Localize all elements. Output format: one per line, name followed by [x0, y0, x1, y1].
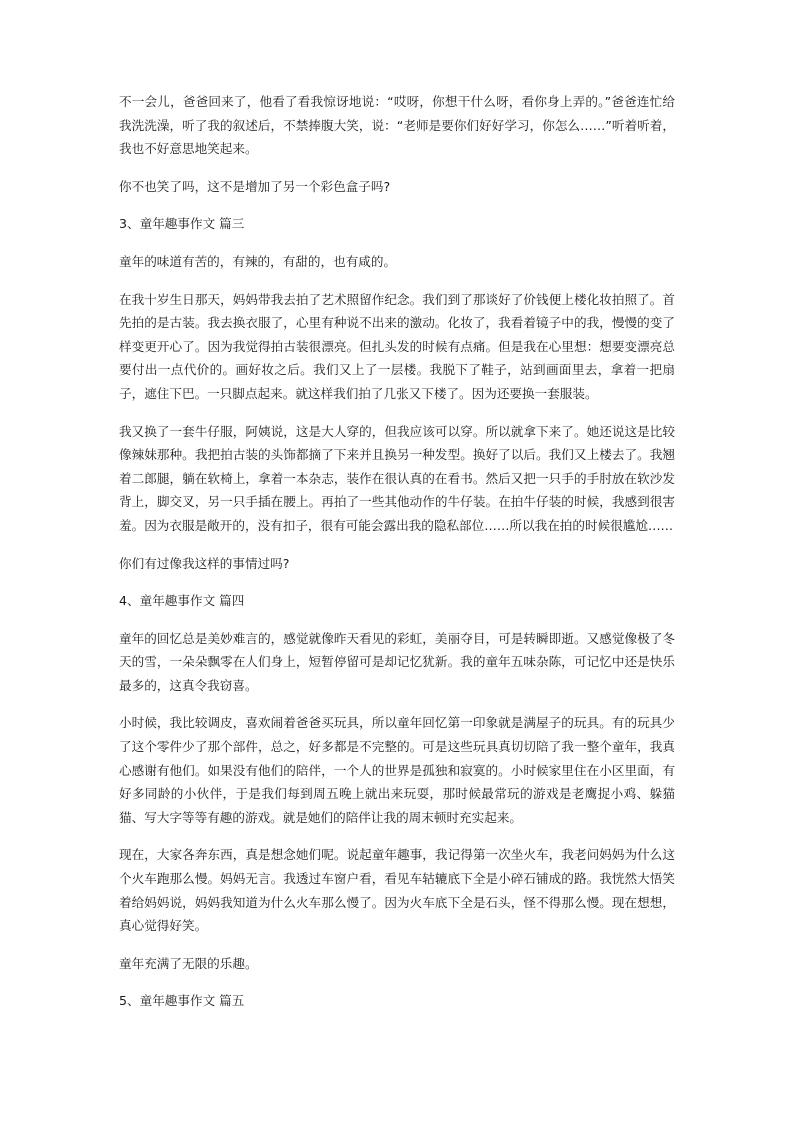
- paragraph: 童年的回忆总是美妙难言的，感觉就像昨天看见的彩虹，美丽夺目，可是转瞬即逝。又感觉像极了冬天的雪，一朵朵飘零在人们身上，短暂停留可是却记忆犹新。我的童年五味杂陈，可记忆中还是快乐最多的，这真令我窃喜。: [119, 630, 675, 693]
- paragraph: 在我十岁生日那天，妈妈带我去拍了艺术照留作纪念。我们到了那谈好了价钱便上楼化妆拍照了。首先拍的是古装。我去换衣服了，心里有种说不出来的激动。化妆了，我看着镜子中的我，慢慢的变了样变更开心了。因为我觉得拍古装很漂亮。但扎头发的时候有点痛。但是我在心里想：想要变漂亮总要付出一点代价的。画好妆之后。我们又上了一层楼。我脱下了鞋子，站到画面里去，拿着一把扇子，遮住下巴。一只脚点起来。就这样我们拍了几张又下楼了。因为还要换一套服装。: [119, 291, 675, 401]
- paragraph: 你不也笑了吗，这不是增加了另一个彩色盒子吗?: [119, 178, 391, 194]
- paragraph: 我又换了一套牛仔服，阿姨说，这是大人穿的，但我应该可以穿。所以就拿下来了。她还说这是比较像辣妹那种。我把拍古装的头饰都摘了下来并且换另一种发型。换好了以后。我们又上楼去了。我翘着二郎腿，躺在软椅上，拿着一本杂志，装作在很认真的在看书。然后又把一只手的手肘放在软沙发背上，脚交叉，另一只手插在腰上。再拍了一些其他动作的牛仔装。在拍牛仔装的时候，我感到很害羞。因为衣服是敞开的，没有扣子，很有可能会露出我的隐私部位……所以我在拍的时候很尴尬……: [119, 423, 675, 533]
- paragraph: 童年的味道有苦的，有辣的，有甜的，也有咸的。: [119, 253, 397, 269]
- paragraph: 童年充满了无限的乐趣。: [119, 955, 258, 971]
- paragraph: 小时候，我比较调皮，喜欢闹着爸爸买玩具，所以童年回忆第一印象就是满屋子的玩具。有的玩具少了这个零件少了那个部件，总之，好多都是不完整的。可是这些玩具真切切陪了我一整个童年，我真心感谢有他们。如果没有他们的陪伴，一个人的世界是孤独和寂寞的。小时候家里住在小区里面，有好多同龄的小伙伴，于是我们每到周五晚上就出来玩耍，那时候最常玩的游戏是老鹰捉小鸡、躲猫猫、写大字等等有趣的游戏。就是她们的陪伴让我的周末顿时充实起来。: [119, 715, 675, 825]
- paragraph: 现在，大家各奔东西，真是想念她们呢。说起童年趣事，我记得第一次坐火车，我老问妈妈为什么这个火车跑那么慢。妈妈无言。我透过车窗户看，看见车轱辘底下全是小碎石铺成的路。我恍然大悟笑着给妈妈说，妈妈我知道为什么火车那么慢了。因为火车底下全是石头，怪不得那么慢。现在想想，真心觉得好笑。: [119, 847, 675, 934]
- document-page: [119, 90, 675, 1027]
- paragraph: 不一会儿，爸爸回来了，他看了看我惊讶地说：“哎呀，你想干什么呀，看你身上弄的。”爸爸连忙给我洗洗澡，听了我的叙述后，不禁捧腹大笑，说：“老师是要你们好好学习，你怎么……”听着听着，我也不好意思地笑起来。: [119, 94, 675, 157]
- section-heading: 3、童年趣事作文 篇三: [119, 216, 245, 232]
- section-heading: 5、童年趣事作文 篇五: [119, 993, 245, 1009]
- paragraph: 你们有过像我这样的事情过吗?: [119, 555, 290, 571]
- section-heading: 4、童年趣事作文 篇四: [119, 593, 245, 609]
